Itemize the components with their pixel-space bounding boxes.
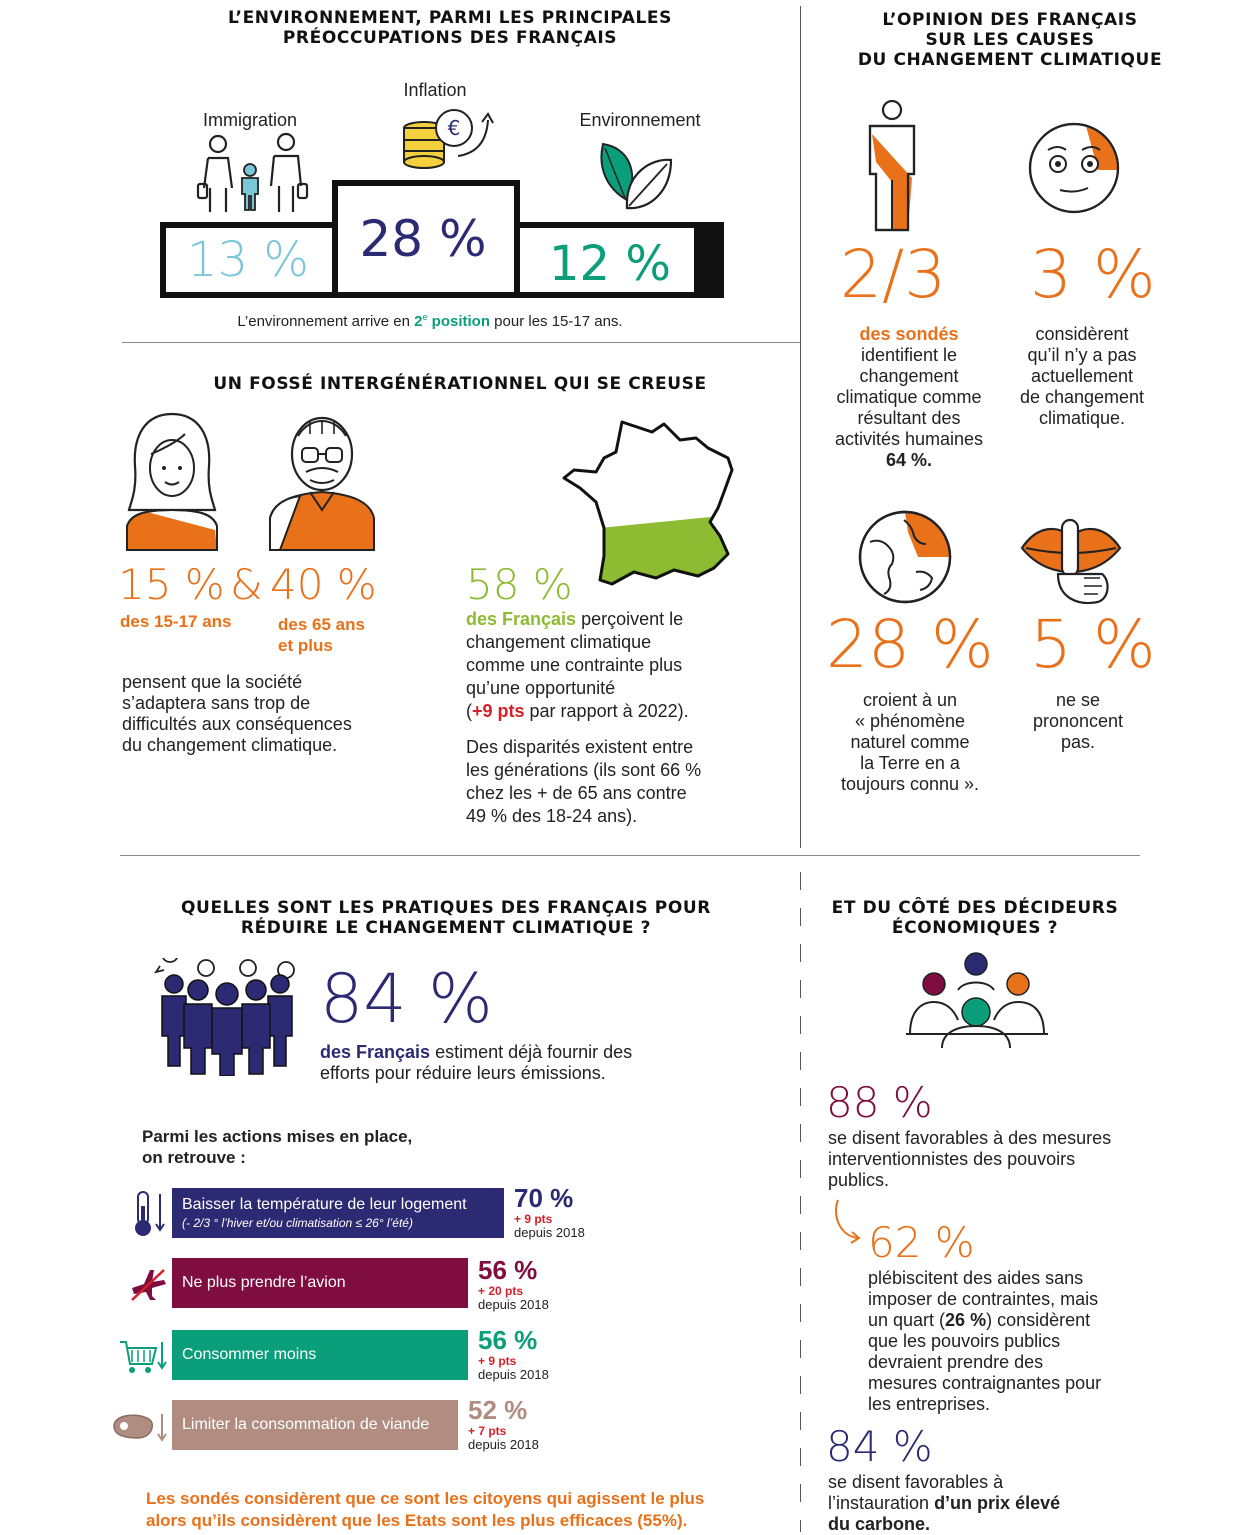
- text-58: des Français perçoivent le changement climatique comme une contrainte plus qu’une opportunité (+9 pts par rapport à 2022).: [466, 609, 689, 721]
- pct-old: 40 %: [270, 560, 377, 609]
- meat-steak-icon: [110, 1408, 168, 1446]
- globe-icon: [856, 508, 954, 606]
- svg-text:€: €: [447, 116, 461, 140]
- action-stat-viande: 52 % + 7 pts depuis 2018: [468, 1395, 539, 1452]
- section-pratiques-title: QUELLES SONT LES PRATIQUES DES FRANÇAIS POUR RÉDUIRE LE CHANGEMENT CLIMATIQUE ?: [181, 898, 711, 938]
- vertical-divider-top: [800, 6, 801, 848]
- young-label: des 15-17 ans: [120, 612, 232, 631]
- pct-inflation: 28 %: [359, 210, 487, 268]
- old-label: des 65 ans et plus: [278, 615, 365, 655]
- label-environnement: Environnement: [579, 110, 701, 130]
- action-stat-temperature: 70 % + 9 pts depuis 2018: [514, 1183, 585, 1240]
- horizontal-divider-1: [122, 342, 800, 343]
- adapt-text: pensent que la société s’adaptera sans trop de difficultés aux conséquences du changement climatique.: [122, 672, 352, 755]
- section-environnement-title: L’ENVIRONNEMENT, PARMI LES PRINCIPALES PRÉOCCUPATIONS DES FRANÇAIS: [228, 8, 672, 48]
- text-5: ne se prononcent pas.: [1032, 690, 1124, 752]
- text-84-carbone: se disent favorables à l’instauration d’un prix élevé du carbone.: [828, 1472, 1061, 1534]
- action-bar-consommer: Consommer moins: [172, 1330, 468, 1380]
- section-opinion-title: L’OPINION DES FRANÇAIS SUR LES CAUSES DU CHANGEMENT CLIMATIQUE: [857, 10, 1163, 70]
- pct-28-natural: 28 %: [826, 606, 994, 683]
- parmi-text: Parmi les actions mises en place, on retrouve :: [142, 1127, 413, 1167]
- pct-5: 5 %: [1030, 606, 1156, 683]
- label-immigration: Immigration: [202, 110, 298, 130]
- business-meeting-icon: [902, 950, 1052, 1050]
- text-28-natural: croient à un « phénomène naturel comme la Terre en a toujours connu ».: [840, 690, 980, 794]
- text-two-thirds: des sondés identifient le changement climatique comme résultant des activités humaines 64 %.: [834, 324, 984, 470]
- text-62: plébiscitent des aides sans imposer de contraintes, mais un quart (26 %) considèrent que les pouvoirs publics devraient prendre des mesures contraignantes pour les entreprises.: [868, 1268, 1102, 1414]
- coins-euro-icon: [398, 106, 498, 172]
- lips-shush-icon: [1018, 518, 1124, 608]
- pct-environnement: 12 %: [549, 236, 671, 292]
- family-icon: [190, 132, 315, 214]
- action-stat-avion: 56 % + 20 pts depuis 2018: [478, 1255, 549, 1312]
- text-88: se disent favorables à des mesures interventionnistes des pouvoirs publics.: [828, 1128, 1112, 1190]
- text-84-efforts: des Français estiment déjà fournir des efforts pour réduire leurs émissions.: [320, 1042, 633, 1083]
- action-bar-avion: Ne plus prendre l’avion: [172, 1258, 468, 1308]
- action-stat-consommer: 56 % + 9 pts depuis 2018: [478, 1325, 549, 1382]
- pct-62: 62 %: [868, 1218, 975, 1267]
- disparites-text: Des disparités existent entre les générations (ils sont 66 % chez les + de 65 ans contre 49 % des 18-24 ans).: [466, 737, 702, 826]
- pct-young: 15 %: [118, 560, 225, 609]
- shopping-cart-icon: [118, 1336, 168, 1376]
- crowd-icon: [152, 958, 302, 1076]
- no-plane-icon: [128, 1266, 168, 1304]
- action-bar-temperature: Baisser la température de leur logement (- 2/3 ° l’hiver et/ou climatisation ≤ 26° l’été): [172, 1188, 504, 1238]
- skeptical-face-icon: [1026, 120, 1122, 216]
- section-decideurs-title: ET DU CÔTÉ DES DÉCIDEURS ÉCONOMIQUES ?: [831, 898, 1119, 938]
- footer-note: Les sondés considèrent que ce sont les citoyens qui agissent le plus alors qu’ils considèrent que les Etats sont les plus efficaces (55%).: [146, 1489, 705, 1530]
- curved-arrow-icon: [830, 1198, 864, 1246]
- text-3: considèrent qu’il n’y a pas actuellement de changement climatique.: [1019, 324, 1145, 428]
- ampersand: &: [230, 560, 263, 609]
- pct-3: 3 %: [1030, 236, 1156, 313]
- podium-note: L’environnement arrive en 2e position pour les 15-17 ans.: [237, 312, 623, 330]
- young-woman-icon: [125, 410, 220, 552]
- pct-two-thirds: 2/3: [840, 236, 947, 313]
- pct-58: 58 %: [466, 560, 573, 609]
- action-bar-viande: Limiter la consommation de viande: [172, 1400, 458, 1450]
- leaves-icon: [595, 140, 675, 215]
- france-map-icon: [560, 418, 740, 590]
- horizontal-divider-2: [120, 855, 1140, 856]
- vertical-divider-bottom: [800, 872, 801, 1532]
- label-inflation: Inflation: [403, 80, 467, 100]
- section-fosse-title: UN FOSSÉ INTERGÉNÉRATIONNEL QUI SE CREUSE: [213, 374, 707, 394]
- pct-84-efforts: 84 %: [320, 960, 493, 1039]
- pct-88: 88 %: [826, 1078, 933, 1127]
- old-man-icon: [266, 410, 378, 552]
- person-icon: [862, 100, 922, 232]
- thermometer-icon: [132, 1190, 168, 1238]
- pct-84-carbone: 84 %: [826, 1422, 933, 1471]
- pct-immigration: 13 %: [187, 232, 309, 288]
